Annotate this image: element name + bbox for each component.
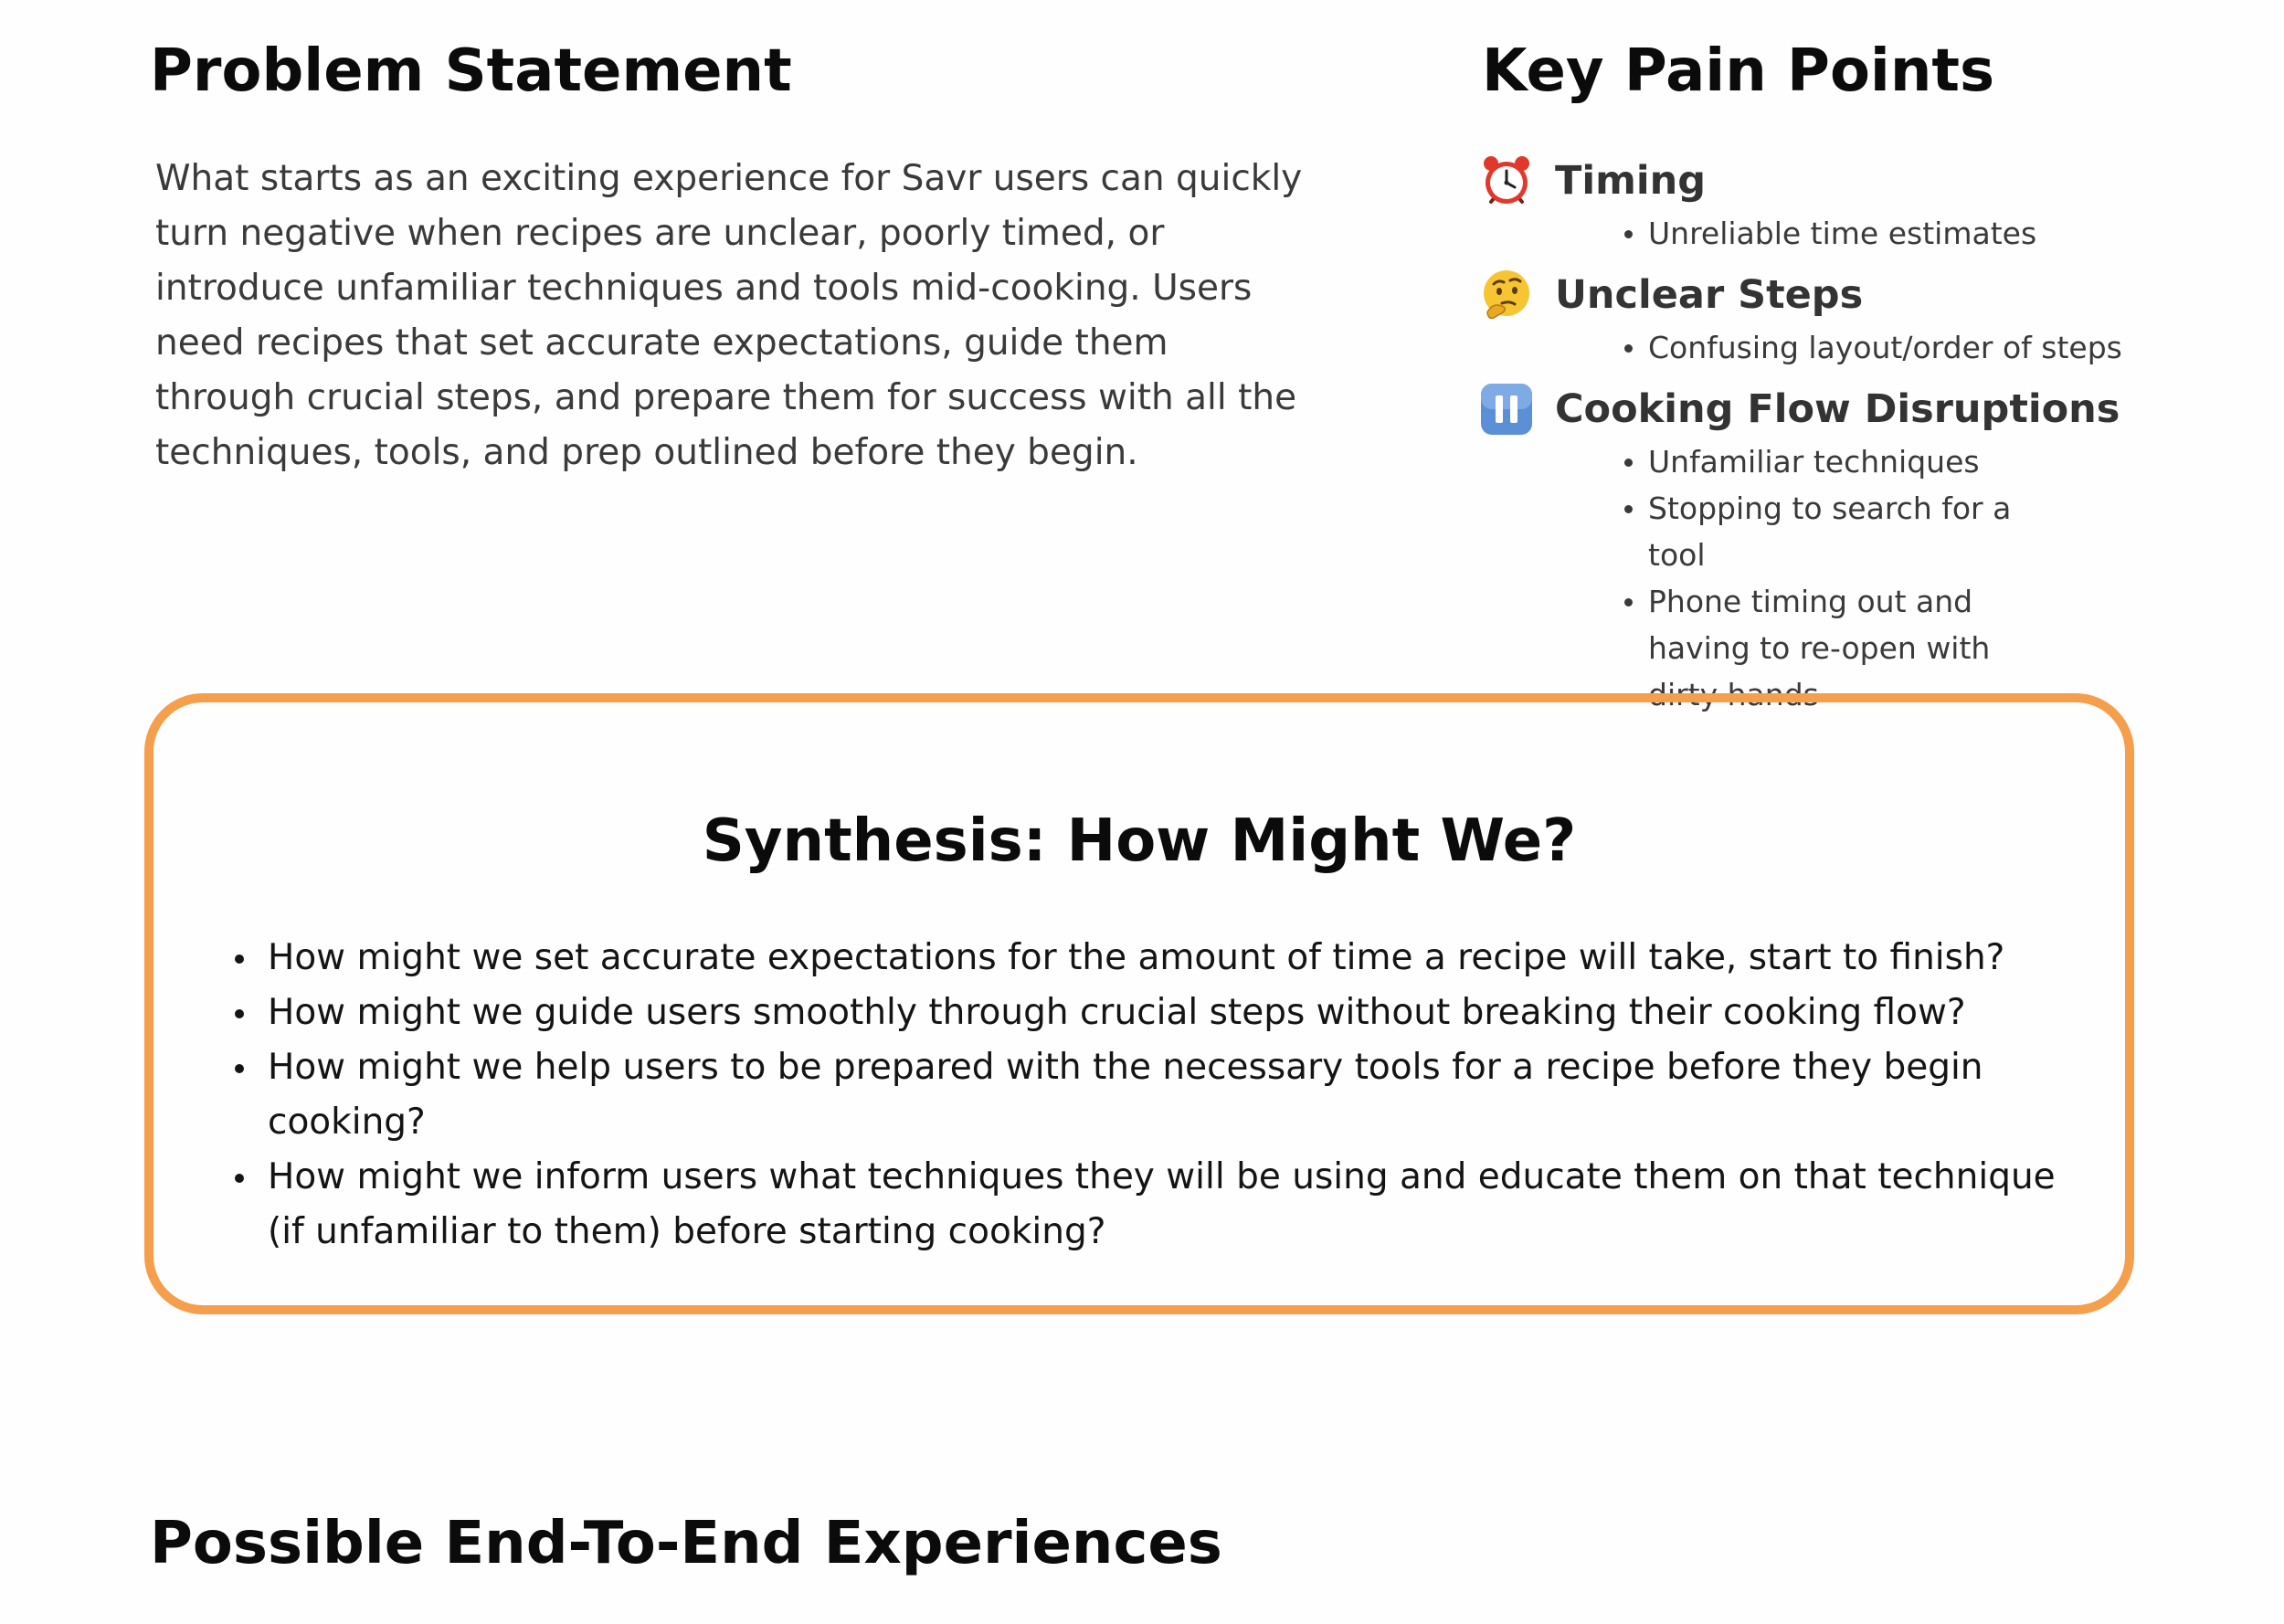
key-pain-points-heading: Key Pain Points (1482, 37, 1995, 105)
how-might-we-list (268, 931, 2095, 1260)
alarm-clock-icon (1478, 153, 1535, 209)
problem-statement-heading: Problem Statement (150, 37, 792, 105)
list-item: Phone timing out and having to re-open with dirty hands (1648, 578, 2050, 718)
pain-point-timing (1478, 152, 2264, 257)
problem-statement-body: What starts as an exciting experience for Savr users can quickly turn negative when recipes are unclear, poorly timed, or introduce unfamiliar techniques and tools mid-cooking. Users need recipes that set accurate expectations, guide them through crucial steps, and prepare them for success with all the techniques, tools, and prep outlined before they begin. (155, 158, 1303, 473)
list-item: Stopping to search for a tool (1648, 485, 2050, 578)
list-item: How might we inform users what techniques they will be using and educate them on that technique (if unfamiliar to them) before starting cooking? (268, 1150, 2095, 1260)
pain-point-title: Unclear Steps (1555, 272, 1864, 318)
list-item: How might we guide users smoothly through crucial steps without breaking their cooking flow? (268, 986, 2095, 1040)
pause-button-icon (1478, 381, 1535, 438)
list-item: How might we set accurate expectations for the amount of time a recipe will take, start to finish? (268, 931, 2095, 986)
pain-points-list (1478, 152, 2264, 727)
pain-point-details (1478, 210, 2264, 257)
list-item: Unfamiliar techniques (1648, 438, 2050, 485)
end-to-end-experiences-heading: Possible End-To-End Experiences (150, 1510, 1222, 1577)
pain-point-title: Cooking Flow Disruptions (1555, 386, 2120, 432)
pain-point-details (1478, 324, 2264, 371)
list-item: Unreliable time estimates (1648, 210, 2264, 257)
synthesis-callout (144, 693, 2134, 1314)
list-item: Confusing layout/order of steps (1648, 324, 2264, 371)
pain-point-details (1478, 438, 2050, 718)
pain-point-cooking-flow-disruptions (1478, 380, 2264, 718)
pain-point-unclear-steps (1478, 266, 2264, 371)
list-item: How might we help users to be prepared with the necessary tools for a recipe before they begin cooking? (268, 1040, 2095, 1150)
synthesis-heading: Synthesis: How Might We? (702, 807, 1577, 875)
thinking-face-icon (1478, 267, 1535, 323)
pain-point-title: Timing (1555, 158, 1707, 204)
